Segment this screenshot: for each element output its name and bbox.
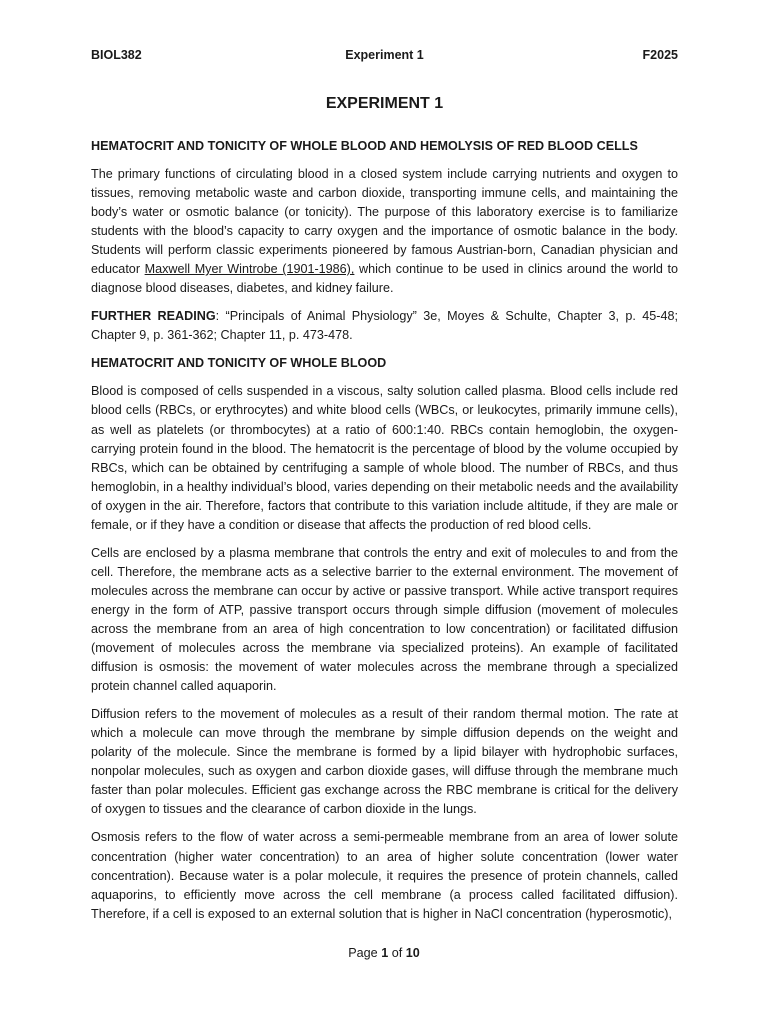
paragraph-plasma-membrane: Cells are enclosed by a plasma membrane that controls the entry and exit of molecules to and from the cell. Therefore, the membrane acts as a selective barrier to the external environment. The movement of molecules across the membrane can occur by active or passive transport. While active transport requires energy in the form of ATP, passive transport occurs through simple diffusion (movement of molecules across the membrane from an area of high concentration to low concentration) or facilitated diffusion (movement of molecules across the membrane via specialized proteins). An example of facilitated diffusion is osmosis: the movement of water molecules across the membrane through a specialized protein channel called aquaporin. <box>91 545 678 694</box>
intro-text-before-link: The primary functions of circulating blood in a closed system include carrying nutrients and oxygen to tissues, removing metabolic waste and carbon dioxide, transporting immune cells, and maintaining the body’s water or osmotic balance (or tonicity). The purpose of this laboratory exercise is to familiarize students with the blood’s capacity to carry oxygen and the importance of osmotic balance in the body. Students will perform classic experiments pioneered by famous Austrian-born, Canadian physician and educator <box>91 167 678 277</box>
further-reading-paragraph <box>91 307 678 345</box>
running-header <box>91 48 678 64</box>
footer-page-total: 10 <box>405 946 420 960</box>
paragraph-osmosis: Osmosis refers to the flow of water across a semi-permeable membrane from an area of lower solute concentration (higher water concentration) to an area of higher solute concentration (lower water concentration). Because water is a polar molecule, it requires the presence of protein channels, called aquaporins, to efficiently move across the cell membrane (a process called facilitated diffusion). Therefore, if a cell is exposed to an external solution that is higher in NaCl concentration (hyperosmotic), <box>91 830 678 921</box>
page-title: EXPERIMENT 1 <box>325 95 444 112</box>
further-reading-label: FURTHER READING <box>91 309 216 324</box>
intro-paragraph <box>91 165 678 298</box>
header-course: BIOL382 <box>91 48 142 62</box>
wintrobe-link[interactable]: Maxwell Myer Wintrobe (1901-1986), <box>144 262 355 277</box>
footer-page-label: Page <box>348 946 382 960</box>
further-reading-text: : “Principals of Animal Physiology” 3e, Moyes & Schulte, Chapter 3, p. 45-48; Chapter 9, p. 361-362; Chapter 11, p. 473-478. <box>91 309 678 343</box>
paragraph-diffusion: Diffusion refers to the movement of molecules as a result of their random thermal motion. The rate at which a molecule can move through the membrane by simple diffusion depends on the weight and polarity of the molecule. Since the membrane is formed by a lipid bilayer with hydrophobic surfaces, nonpolar molecules, such as oxygen and carbon dioxide gases, will diffuse through the membrane much faster than polar molecules. Efficient gas exchange across the RBC membrane is critical for the delivery of oxygen to tissues and the clearance of carbon dioxide in the lungs. <box>91 707 678 817</box>
section-heading-hemolysis: HEMATOCRIT AND TONICITY OF WHOLE BLOOD AND HEMOLYSIS OF RED BLOOD CELLS <box>91 139 638 153</box>
document-body <box>91 92 678 933</box>
section-heading-hematocrit: HEMATOCRIT AND TONICITY OF WHOLE BLOOD <box>91 356 387 371</box>
footer-page-number: 1 <box>381 946 389 960</box>
page-footer <box>0 946 768 960</box>
paragraph-blood-composition: Blood is composed of cells suspended in a viscous, salty solution called plasma. Blood cells include red blood cells (RBCs, or erythrocytes) and white blood cells (WBCs, or leukocytes, primarily immune cells), as well as platelets (or thrombocytes) at a ratio of 600:1:40. RBCs contain hemoglobin, the oxygen-carrying protein found in the blood. The hematocrit is the percentage of blood by the volume occupied by RBCs, which can be obtained by centrifuging a sample of whole blood. The number of RBCs, and thus hemoglobin, in a healthy individual’s blood, varies depending on their metabolic needs and the availability of oxygen in the air. Therefore, factors that contribute to this variation include altitude, if they are male or female, or if they have a condition or disease that affects the production of red blood cells. <box>91 384 678 532</box>
footer-of-label: of <box>388 946 406 960</box>
header-experiment: Experiment 1 <box>345 48 424 62</box>
intro-text-after-link: which continue to be used in clinics around the world to diagnose blood diseases, diabetes, and kidney failure. <box>91 262 678 296</box>
header-term: F2025 <box>642 48 678 62</box>
